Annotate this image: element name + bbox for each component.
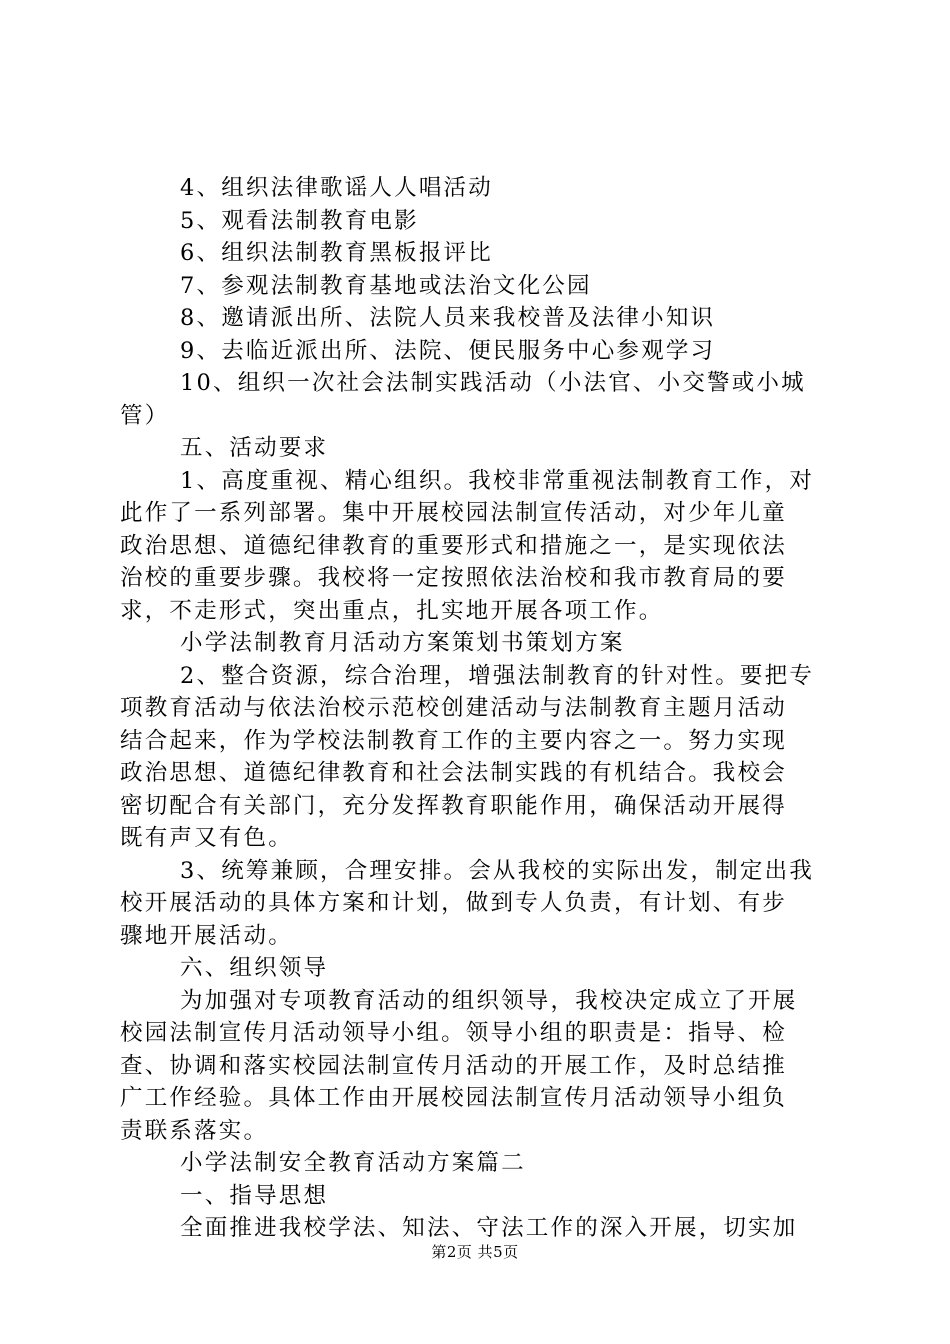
paragraph-line: 1、高度重视、精心组织。我校非常重视法制教育工作，对 — [180, 467, 815, 494]
paragraph-line: 校园法制宣传月活动领导小组。领导小组的职责是：指导、检 — [120, 1020, 787, 1046]
paragraph-line: 校开展活动的具体方案和计划，做到专人负责，有计划、有步 — [120, 890, 787, 916]
paragraph-line: 6、组织法制教育黑板报评比 — [180, 240, 493, 266]
page-footer: 第2页 共5页 — [431, 1243, 519, 1261]
paragraph-line: 4、组织法律歌谣人人唱活动 — [180, 175, 493, 201]
paragraph-line: 六、组织领导 — [180, 955, 329, 981]
paragraph-line: 五、活动要求 — [180, 435, 329, 461]
paragraph-line: 既有声又有色。 — [120, 825, 293, 851]
paragraph-line: 8、邀请派出所、法院人员来我校普及法律小知识 — [180, 305, 716, 331]
paragraph-line: 小学法制教育月活动方案策划书策划方案 — [180, 630, 625, 656]
paragraph-line: 结合起来，作为学校法制教育工作的主要内容之一。努力实现 — [120, 727, 787, 754]
paragraph-line: 3、统筹兼顾，合理安排。会从我校的实际出发，制定出我 — [180, 857, 815, 884]
paragraph-line: 全面推进我校学法、知法、守法工作的深入开展，切实加 — [180, 1215, 798, 1241]
paragraph-line: 5、观看法制教育电影 — [180, 207, 419, 234]
paragraph-line: 2、整合资源，综合治理，增强法制教育的针对性。要把专 — [180, 662, 815, 689]
paragraph-line: 为加强对专项教育活动的组织领导，我校决定成立了开展 — [180, 987, 798, 1014]
paragraph-line: 查、协调和落实校园法制宣传月活动的开展工作，及时总结推 — [120, 1052, 787, 1079]
paragraph-line: 项教育活动与依法治校示范校创建活动与法制教育主题月活动 — [120, 695, 787, 721]
paragraph-line: 密切配合有关部门，充分发挥教育职能作用，确保活动开展得 — [120, 792, 787, 819]
paragraph-line: 广工作经验。具体工作由开展校园法制宣传月活动领导小组负 — [120, 1085, 787, 1111]
document-body — [120, 172, 832, 1245]
paragraph-line: 责联系落实。 — [120, 1117, 269, 1144]
paragraph-line: 10、组织一次社会法制实践活动（小法官、小交警或小城 — [180, 370, 806, 396]
paragraph-line: 此作了一系列部署。集中开展校园法制宣传活动，对少年儿童 — [120, 500, 787, 526]
paragraph-line: 9、去临近派出所、法院、便民服务中心参观学习 — [180, 337, 716, 364]
paragraph-line: 求，不走形式，突出重点，扎实地开展各项工作。 — [120, 597, 664, 624]
paragraph-line: 管） — [120, 402, 170, 429]
paragraph-line: 政治思想、道德纪律教育和社会法制实践的有机结合。我校会 — [120, 760, 787, 786]
paragraph-line: 小学法制安全教育活动方案篇二 — [180, 1150, 526, 1176]
paragraph-line: 政治思想、道德纪律教育的重要形式和措施之一，是实现依法 — [120, 532, 787, 559]
paragraph-line: 骤地开展活动。 — [120, 922, 293, 949]
paragraph-line: 7、参观法制教育基地或法治文化公园 — [180, 272, 592, 299]
paragraph-line: 治校的重要步骤。我校将一定按照依法治校和我市教育局的要 — [120, 565, 787, 591]
paragraph-line: 一、指导思想 — [180, 1182, 329, 1209]
